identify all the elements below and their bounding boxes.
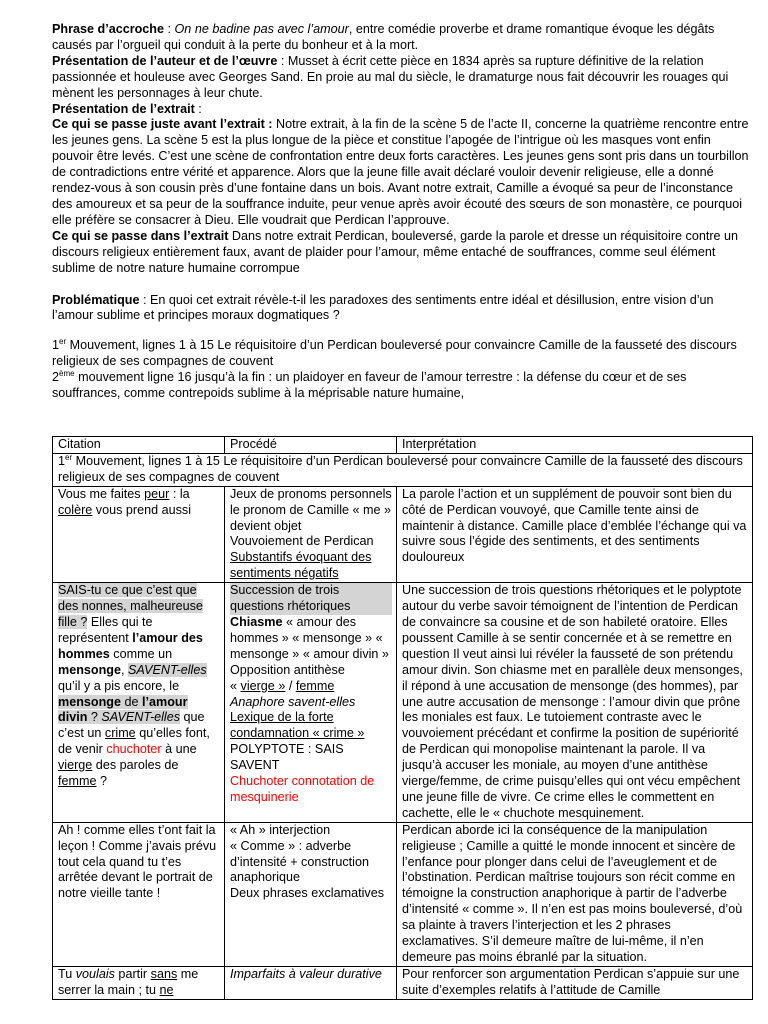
auteur-text: : Musset à écrit cette pièce en 1834 après sa rupture définitive de la relation passionnée et houleuse avec Georges Sand. En proie au mal du siècle, le dramaturge nous fait découvrir les rouages qui mènent les personnages à leur chute. bbox=[52, 53, 729, 100]
cit-text: : la bbox=[169, 486, 190, 501]
cit-text: comme un bbox=[109, 646, 173, 661]
auteur-label: Présentation de l’auteur et de l’œuvre bbox=[52, 53, 278, 68]
cit-red: chuchoter bbox=[106, 742, 162, 757]
cit-text: Elles qui te représentent bbox=[58, 614, 153, 645]
extrait-heading bbox=[52, 102, 752, 118]
problematique-paragraph bbox=[52, 293, 752, 325]
procede-text: « bbox=[230, 678, 241, 693]
procede-line: POLYPTOTE : SAIS SAVENT bbox=[230, 742, 344, 773]
mouvement-1 bbox=[52, 338, 752, 370]
table-header-row bbox=[53, 437, 753, 454]
cit-text: qu’elles font, de venir bbox=[58, 726, 210, 757]
header-interpretation: Interprétation bbox=[397, 437, 753, 454]
avant-paragraph bbox=[52, 117, 752, 228]
cit-underlined: colère bbox=[58, 502, 93, 517]
cit-bold-highlight: l’amour divin bbox=[58, 694, 188, 725]
avant-label: Ce qui se passe juste avant l’extrait : bbox=[52, 117, 273, 132]
procede-bold: Chiasme bbox=[230, 614, 283, 629]
cit-text: Vous me faites bbox=[58, 486, 145, 501]
accroche-sep: : bbox=[164, 22, 175, 36]
header-procede: Procédé bbox=[225, 437, 397, 454]
procede-cell bbox=[225, 822, 397, 966]
procede-line bbox=[230, 550, 392, 582]
header-citation: Citation bbox=[53, 437, 225, 454]
cit-text: que c’est un bbox=[58, 710, 205, 741]
dans-text: Dans notre extrait Perdican, bouleversé, garde la parole et dresse un réquisitoire contre un discours religieux entièrement faux, avant de plaider pour l’amour, même entaché de souffrances, comme seul élément sublime de notre nature humaine corrompue bbox=[52, 228, 739, 275]
section-text: Mouvement, lignes 1 à 15 Le réquisitoire d’un Perdican bouleversé pour convaincre Camille de la fausseté des discours religieux de ses compagnes de couvent bbox=[58, 453, 743, 484]
section-row bbox=[53, 453, 753, 486]
cit-underlined: peur bbox=[144, 486, 170, 501]
cit-underlined: femme bbox=[58, 774, 97, 789]
section-num: 1 bbox=[58, 453, 66, 468]
table-row bbox=[53, 966, 753, 999]
mouvement-2-num: 2 bbox=[52, 370, 60, 385]
cit-text: qu’il y a pis encore, le bbox=[58, 678, 180, 693]
cit-text: Tu bbox=[58, 966, 76, 981]
problematique-text: : En quoi cet extrait révèle-t-il les paradoxes des sentiments entre idéal et désillusion, entre vision d’un l’amour sublime et principes moraux dogmatiques ? bbox=[52, 292, 714, 323]
citation-cell bbox=[53, 486, 225, 582]
cit-underlined: crime bbox=[104, 726, 136, 741]
extrait-colon: : bbox=[194, 101, 202, 116]
mouvement-1-text: Mouvement, lignes 1 à 15 Le réquisitoire d’un Perdican bouleversé pour convaincre Camille de la fausseté des discours religieux de ses compagnes de couvent bbox=[52, 338, 737, 369]
auteur-paragraph bbox=[52, 54, 752, 102]
cit-italic-highlight: SAVENT-elles bbox=[127, 662, 207, 677]
table-row bbox=[53, 486, 753, 582]
procede-underlined: Lexique de la forte condamnation « crime » bbox=[230, 710, 365, 741]
cit-bold: mensonge bbox=[58, 662, 121, 677]
procede-cell bbox=[225, 583, 397, 823]
cit-highlight: SAIS-tu ce que c’est que des nonnes, malheureuse fille ? bbox=[58, 583, 203, 629]
table-row bbox=[53, 822, 753, 966]
procede-line: « Comme » : adverbe d’intensité + construction anaphorique bbox=[230, 838, 369, 885]
citation-cell bbox=[53, 966, 225, 999]
citation-cell: Ah ! comme elles t’ont fait la leçon ! Comme j’avais prévu tout cela quand tu t’es arrêtée devant le portrait de notre vieille tante ! bbox=[53, 822, 225, 966]
cit-text: , bbox=[120, 662, 128, 677]
procede-line: « Ah » interjection bbox=[230, 822, 331, 837]
extrait-label: Présentation de l’extrait bbox=[52, 101, 195, 116]
mouvement-2-text: mouvement ligne 16 jusqu’à la fin : un plaidoyer en faveur de l’amour terrestre : la défense du cœur et de ses souffrances, comme contrepoids sublime à la méprisable nature humaine, bbox=[52, 370, 687, 401]
procede-line: Jeux de pronoms personnels le pronom de Camille « me » devient objet bbox=[230, 486, 392, 533]
procede-line bbox=[230, 615, 392, 663]
section-sup: er bbox=[65, 453, 73, 462]
procede-underlined: femme bbox=[295, 678, 335, 693]
procede-cell bbox=[225, 486, 397, 582]
interpretation-cell: Pour renforcer son argumentation Perdican s’appuie sur une suite d’exemples relatifs à l’attitude de Camille bbox=[397, 966, 753, 999]
procede-italic: Anaphore savent-elles bbox=[230, 694, 356, 709]
cit-underlined: vierge bbox=[58, 758, 93, 773]
cit-highlight: de bbox=[120, 694, 142, 709]
section-cell bbox=[53, 453, 753, 486]
cit-text: à une bbox=[161, 742, 197, 757]
analysis-table bbox=[52, 436, 753, 1000]
procede-text: / bbox=[285, 678, 296, 693]
cit-text: vous prend aussi bbox=[92, 502, 192, 517]
mouvement-2-sup: ème bbox=[59, 369, 75, 379]
cit-text: partir bbox=[114, 966, 151, 981]
play-title: On ne badine pas avec l’amour bbox=[174, 22, 349, 36]
procede-line: Chuchoter connotation de mesquinerie bbox=[230, 774, 375, 804]
cit-italic-highlight: SAVENT-elles bbox=[101, 710, 181, 725]
accroche-paragraph bbox=[52, 22, 752, 54]
avant-text: Notre extrait, à la fin de la scène 5 de l’acte II, concerne la quatrième rencontre entre les jeunes gens. La scène 5 est la plus longue de la pièce et constitue l’apogée de l’intrigue où les masques vont enfin pouvoir être levés. C’est une scène de confrontation entre deux forts caractères. Les jeunes gens sont pris dans un tourbillon de contradictions entre vérité et apparence. Alors que la jeune fille avait déclaré vouloir devenir religieuse, elle a donné rendez-vous à son cousin près d’une fontaine dans un bois. Avant notre extrait, Camille a évoqué sa peur de l’inconstance des amoureux et sa peur de la souffrance induite, peur venue après avoir écouté des sœurs de son monastère, ce pourquoi elle préfère se consacrer à Dieu. Elle voudrait que Perdican l’approuve. bbox=[52, 117, 749, 227]
accroche-text: , entre comédie proverbe et drame romantique évoque les dégâts causés par l’orgueil qui conduit à la perte du bonheur et à la mort. bbox=[52, 22, 715, 52]
interpretation-cell: Perdican aborde ici la conséquence de la manipulation religieuse ; Camille a quitté le monde innocent et sincère de l’enfance pour plonger dans celui de l’aveuglement et de l’obstination. Perdican maîtrise toujours son récit comme en témoigne la construction anaphorique à partir de l’adverbe d’intensité « comme ». Il n’en est pas moins bouleversé, d’où sa plainte à travers l’interjection et les 2 phrases exclamatives. S’il demeure maître de lui-même, il n’en demeure pas moins ébranlé par la situation. bbox=[397, 822, 753, 966]
cit-underlined: sans bbox=[150, 966, 178, 981]
interpretation-cell: La parole l’action et un supplément de pouvoir sont bien du côté de Perdican vouvoyé, que Camille tente ainsi de maintenir à distance. Camille place d’emblée l’échange qui va suivre sous l’égide des sentiments, et des sentiments douloureux bbox=[397, 486, 753, 582]
cit-text: des paroles de bbox=[92, 758, 179, 773]
procede-line bbox=[230, 679, 392, 695]
mouvement-1-sup: er bbox=[59, 337, 67, 347]
cit-italic: voulais bbox=[75, 966, 115, 981]
procede-line: Vouvoiement de Perdican bbox=[230, 534, 374, 549]
cit-text: ? bbox=[96, 774, 108, 789]
interpretation-cell: Une succession de trois questions rhétoriques et le polyptote autour du verbe savoir témoignent de l’intention de Perdican de convaincre sa cousine et de son habileté oratoire. Elles poussent Camille à se sentir concernée et à se remettre en question Il veut ainsi lui révéler la fausseté de son prétendu amour divin. Son chiasme met en parallèle deux mensonges, il répond à une accusation de mensonge (des hommes), par une autre accusation de mensonge : l’amour divin que prône les moniales est faux. Le tutoiement contraste avec le vouvoiement précédant et confirme la position de supériorité de Perdican qui monopolise maintenant la parole. Il va jusqu’à accuser les moniale, au moyen d’une antithèse vierge/femme, de crime puisqu’elles qui ont vécu empêchent une jeune fille de vivre. Ce crime elles le commettent en cachette, elle le « chuchote mesquinement. bbox=[397, 583, 753, 823]
procede-underlined: Substantifs évoquant des sentiments négatifs bbox=[230, 550, 372, 581]
procede-line bbox=[230, 695, 392, 711]
citation-cell bbox=[53, 583, 225, 823]
table-row bbox=[53, 583, 753, 823]
procede-text: « amour des hommes » « mensonge » « mensonge » « amour divin » bbox=[230, 614, 389, 661]
dans-label: Ce qui se passe dans l’extrait bbox=[52, 228, 229, 243]
cit-bold-highlight: mensonge bbox=[58, 694, 121, 709]
dans-paragraph bbox=[52, 229, 752, 277]
procede-underlined: vierge » bbox=[240, 678, 286, 693]
cit-text: me serrer la main ; tu bbox=[58, 966, 199, 997]
document-intro bbox=[52, 22, 752, 402]
procede-cell bbox=[225, 966, 397, 999]
procede-italic: Imparfaits à valeur durative bbox=[230, 966, 382, 981]
procede-line: Deux phrases exclamatives bbox=[230, 886, 384, 901]
mouvement-1-num: 1 bbox=[52, 338, 60, 353]
procede-line bbox=[230, 710, 392, 742]
procede-line: Opposition antithèse bbox=[230, 662, 345, 677]
mouvement-2 bbox=[52, 370, 752, 402]
procede-line: Succession de trois questions rhétoriques bbox=[230, 583, 392, 615]
cit-bold: l’amour des hommes bbox=[58, 630, 203, 661]
accroche-label: Phrase d’accroche bbox=[52, 22, 165, 36]
problematique-label: Problématique bbox=[52, 292, 140, 307]
cit-highlight: ? bbox=[87, 710, 102, 725]
cit-underlined: ne bbox=[159, 982, 174, 997]
